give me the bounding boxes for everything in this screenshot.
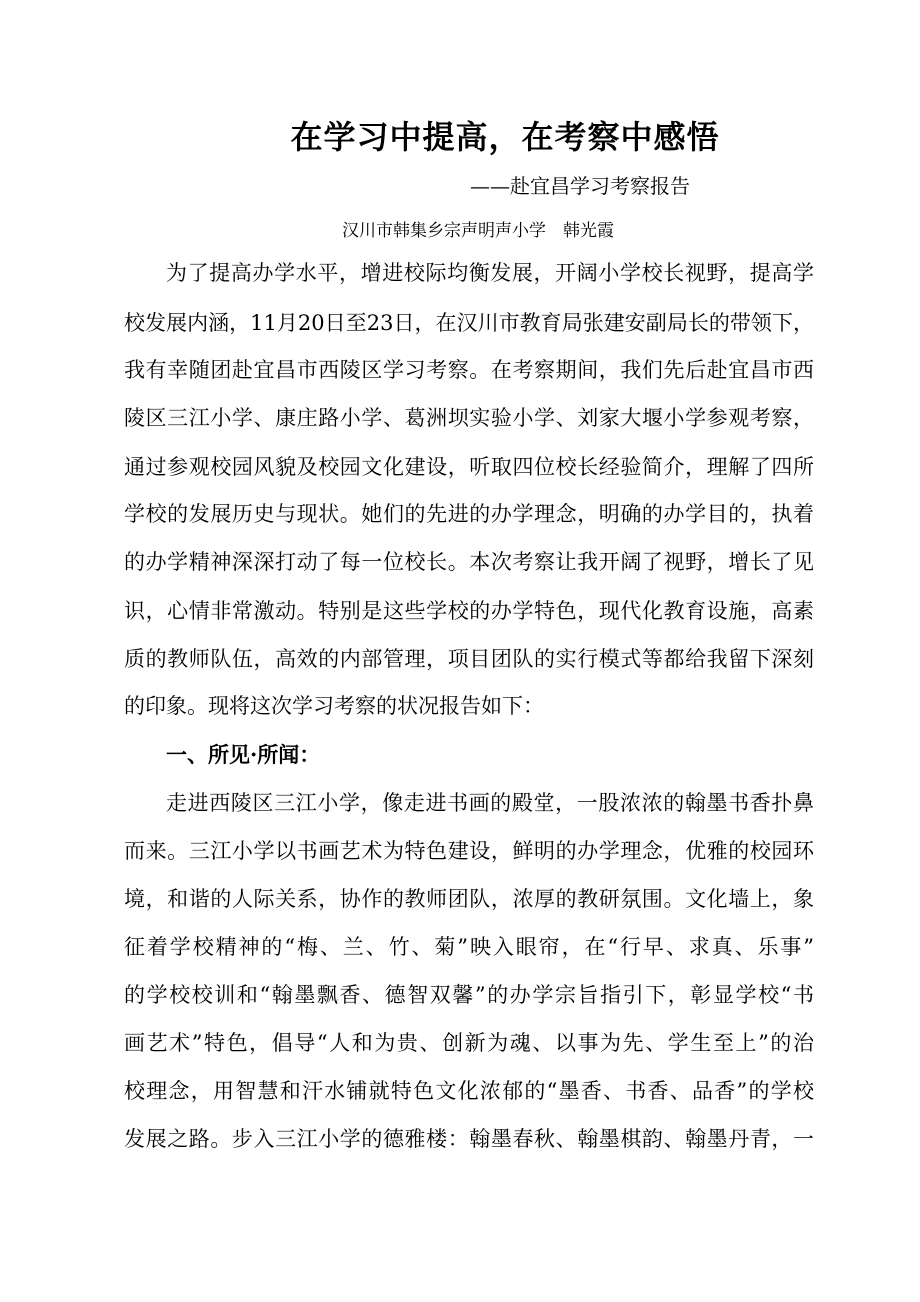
paragraph-2-line: 校理念，用智慧和汗水铺就特色文化浓郁的“墨香、书香、品香”的学校 xyxy=(124,1079,814,1103)
paragraph-2-line: 发展之路。步入三江小学的德雅楼：翰墨春秋、翰墨棋韵、翰墨丹青，一 xyxy=(124,1127,814,1151)
document-title: 在学习中提高，在考察中感悟 xyxy=(290,118,720,156)
paragraph-2-line: 境，和谐的人际关系，协作的教师团队，浓厚的教研氛围。文化墙上，象 xyxy=(124,887,814,911)
paragraph-1-line: 通过参观校园风貌及校园文化建设，听取四位校长经验简介，理解了四所 xyxy=(124,455,814,479)
paragraph-2-line: 画艺术”特色，倡导“人和为贵、创新为魂、以事为先、学生至上”的治 xyxy=(124,1031,814,1055)
paragraph-1-line: 我有幸随团赴宜昌市西陵区学习考察。在考察期间，我们先后赴宜昌市西 xyxy=(124,358,814,382)
paragraph-2-line: 的学校校训和“翰墨飘香、德智双馨”的办学宗旨指引下，彰显学校“书 xyxy=(124,983,814,1007)
paragraph-1-line: 校发展内涵，11月20日至23日，在汉川市教育局张建安副局长的带领下， xyxy=(124,311,814,335)
paragraph-1-line: 的印象。现将这次学习考察的状况报告如下： xyxy=(124,694,544,718)
paragraph-1-line: 为了提高办学水平，增进校际均衡发展，开阔小学校长视野，提高学 xyxy=(166,261,814,285)
paragraph-2-line: 征着学校精神的“梅、兰、竹、菊”映入眼帘，在“行早、求真、乐事” xyxy=(124,935,814,959)
document-subtitle: ——赴宜昌学习考察报告 xyxy=(470,174,690,198)
paragraph-1-line: 识，心情非常激动。特别是这些学校的办学特色，现代化教育设施，高素 xyxy=(124,599,814,623)
paragraph-1-line: 质的教师队伍，高效的内部管理，项目团队的实行模式等都给我留下深刻 xyxy=(124,647,814,671)
paragraph-1-line: 陵区三江小学、康庄路小学、葛洲坝实验小学、刘家大堰小学参观考察， xyxy=(124,406,814,430)
paragraph-1-line: 的办学精神深深打动了每一位校长。本次考察让我开阔了视野，增长了见 xyxy=(124,550,814,574)
paragraph-1-line: 学校的发展历史与现状。她们的先进的办学理念，明确的办学目的，执着 xyxy=(124,502,814,526)
author-line: 汉川市韩集乡宗声明声小学 韩光霞 xyxy=(342,221,614,241)
paragraph-2-line: 而来。三江小学以书画艺术为特色建设，鲜明的办学理念，优雅的校园环 xyxy=(124,839,814,863)
section-heading: 一、所见·所闻： xyxy=(166,742,321,767)
paragraph-2-line: 走进西陵区三江小学，像走进书画的殿堂，一股浓浓的翰墨书香扑鼻 xyxy=(166,791,814,815)
